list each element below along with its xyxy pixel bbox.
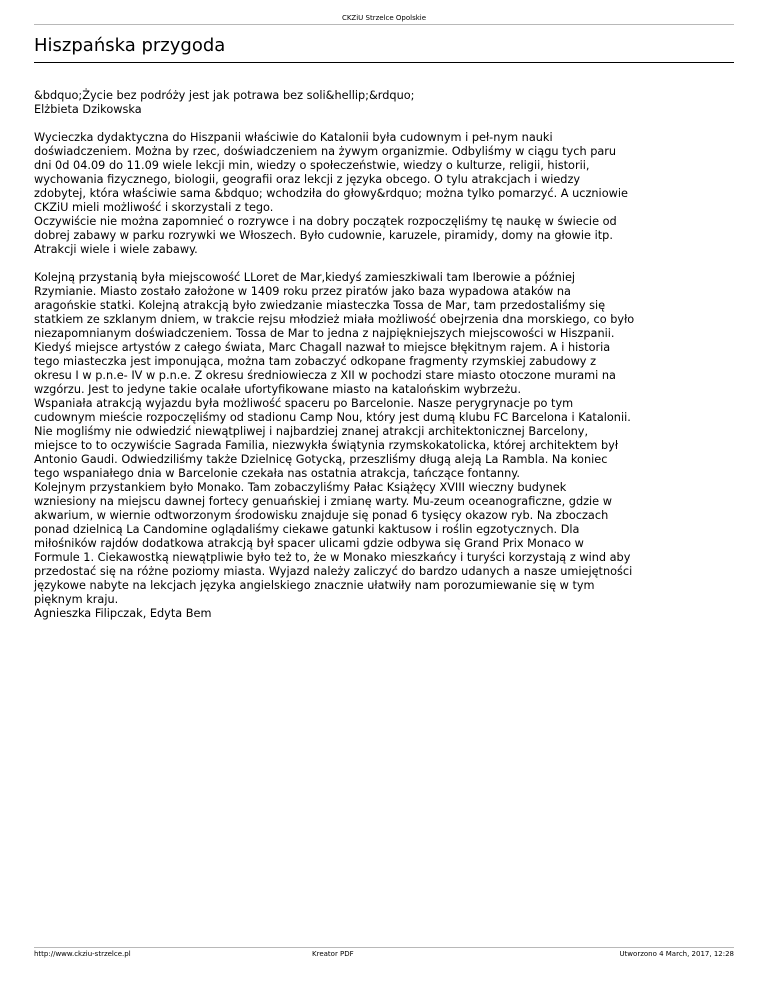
text-line: Antonio Gaudi. Odwiedziliśmy także Dzielnicę Gotycką, przeszliśmy długą aleją La Rambla. Na koniec [34, 453, 608, 466]
text-line: Wycieczka dydaktyczna do Hiszpanii właściwie do Katalonii była cudownym i peł-nym nauki [34, 131, 553, 144]
paragraph-gap [34, 117, 734, 131]
paragraph-gap [34, 257, 734, 271]
text-line: miejsce to to oczywiście Sagrada Familia, niezwykła świątynia rzymskokatolicka, której architektem był [34, 439, 619, 452]
paragraph-main [34, 271, 734, 621]
article-quote: &bdquo;Życie bez podróży jest jak potrawa bez soli&hellip;&rdquo; [34, 89, 415, 102]
text-line: aragońskie statki. Kolejną atrakcją było zwiedzanie miasteczka Tossa de Mar, tam przedostaliśmy się [34, 299, 606, 312]
text-line: miłośników rajdów dodatkowa atrakcją był spacer ulicami gdzie odbywa się Grand Prix Monaco w [34, 537, 584, 550]
text-line: tego wspaniałego dnia w Barcelonie czekała nas ostatnia atrakcja, tańczące fontanny. [34, 467, 520, 480]
footer-creator: Kreator PDF [312, 950, 354, 958]
text-line: akwarium, w wiernie odtworzonym środowisku znajduje się ponad 6 tysięcy okazow ryb. Na zboczach [34, 509, 609, 522]
text-line: wzniesiony na miejscu dawnej fortecy genuańskiej i zmianę warty. Mu-zeum oceanograficzne, gdzie w [34, 495, 612, 508]
paragraph-intro [34, 131, 734, 257]
text-line: językowe nabyte na lekcjach języka angielskiego znacznie ułatwiły nam porozumiewanie się w tym [34, 579, 595, 592]
text-line: dni 0d 04.09 do 11.09 wiele lekcji min, wiedzy o społeczeństwie, wiedzy o kulturze, religii, historii, [34, 159, 590, 172]
text-line: Agnieszka Filipczak, Edyta Bem [34, 607, 212, 620]
text-line: Formule 1. Ciekawostką niewątpliwie było też to, że w Monako mieszkańcy i turyści korzystają z wind aby [34, 551, 631, 564]
text-line: Kolejną przystanią była miejscowość LLoret de Mar,kiedyś zamieszkiwali tam Iberowie a później [34, 271, 576, 284]
text-line: wzgórzu. Jest to jedyne takie ocalałe ufortyfikowane miasto na katalońskim wybrzeżu. [34, 383, 522, 396]
page-header-site: CKZiU Strzelce Opolskie [341, 14, 427, 22]
text-line: pięknym kraju. [34, 593, 119, 606]
footer-url: http://www.ckziu-strzelce.pl [34, 950, 131, 958]
header-divider [34, 24, 734, 25]
text-line: Atrakcji wiele i wiele zabawy. [34, 243, 198, 256]
text-line: wychowania fizycznego, biologii, geografii oraz lekcji z języka obcego. O tylu atrakcjach i wiedzy [34, 173, 581, 186]
text-line: cudownym mieście rozpoczęliśmy od stadionu Camp Nou, który jest dumą klubu FC Barcelona i Katalonii. [34, 411, 631, 424]
text-line: Kolejnym przystankiem było Monako. Tam zobaczyliśmy Pałac Książęcy XVIII wieczny budynek [34, 481, 567, 494]
title-divider [34, 62, 734, 63]
text-line: tego miasteczka jest imponująca, można tam zobaczyć odkopane fragmenty rzymskiej zabudowy z [34, 355, 597, 368]
footer-divider [34, 947, 734, 948]
article-quote-author: Elżbieta Dzikowska [34, 103, 142, 116]
text-line: dobrej zabawy w parku rozrywki we Włoszech. Było cudownie, karuzele, piramidy, domy na głowie itp. [34, 229, 613, 242]
text-line: przedostać się na różne poziomy miasta. Wyjazd należy zaliczyć do bardzo udanych a nasze umiejętności [34, 565, 633, 578]
text-line: zdobytej, która właściwie sama &bdquo; wchodziła do głowy&rdquo; można tylko pomarzyć. A uczniowie [34, 187, 628, 200]
text-line: niezapomnianym doświadczeniem. Tossa de Mar to jedna z najpiękniejszych miejscowości w Hiszpanii. [34, 327, 615, 340]
page-title: Hiszpańska przygoda [34, 35, 226, 56]
text-line: okresu I w p.n.e- IV w p.n.e. Z okresu średniowiecza z XII w pochodzi stare miasto otoczone murami na [34, 369, 616, 382]
text-line: CKZiU mieli możliwość i skorzystali z tego. [34, 201, 274, 214]
article-body [34, 89, 734, 621]
text-line: Kiedyś miejsce artystów z całego świata, Marc Chagall nazwał to miejsce błękitnym rajem. A i historia [34, 341, 611, 354]
text-line: Oczywiście nie można zapomnieć o rozrywce i na dobry początek rozpoczęliśmy tę naukę w świecie od [34, 215, 617, 228]
footer-created-date: Utworzono 4 March, 2017, 12:28 [619, 950, 734, 958]
text-line: Rzymianie. Miasto zostało założone w 1409 roku przez piratów jako baza wypadowa ataków na [34, 285, 571, 298]
text-line: doświadczeniem. Można by rzec, doświadczeniem na żywym organizmie. Odbyliśmy w ciągu tych paru [34, 145, 617, 158]
text-line: ponad dzielnicą La Candomine oglądaliśmy ciekawe gatunki kaktusow i roślin egzotycznych. Dla [34, 523, 580, 536]
text-line: Nie mogliśmy nie odwiedzić niewątpliwej i najbardziej znanej atrakcji architektonicznej Barcelony, [34, 425, 589, 438]
text-line: Wspaniała atrakcją wyjazdu była możliwość spaceru po Barcelonie. Nasze perygrynacje po tym [34, 397, 574, 410]
text-line: statkiem ze szklanym dniem, w trakcie rejsu młodzież miała możliwość obejrzenia dna morskiego, co było [34, 313, 635, 326]
